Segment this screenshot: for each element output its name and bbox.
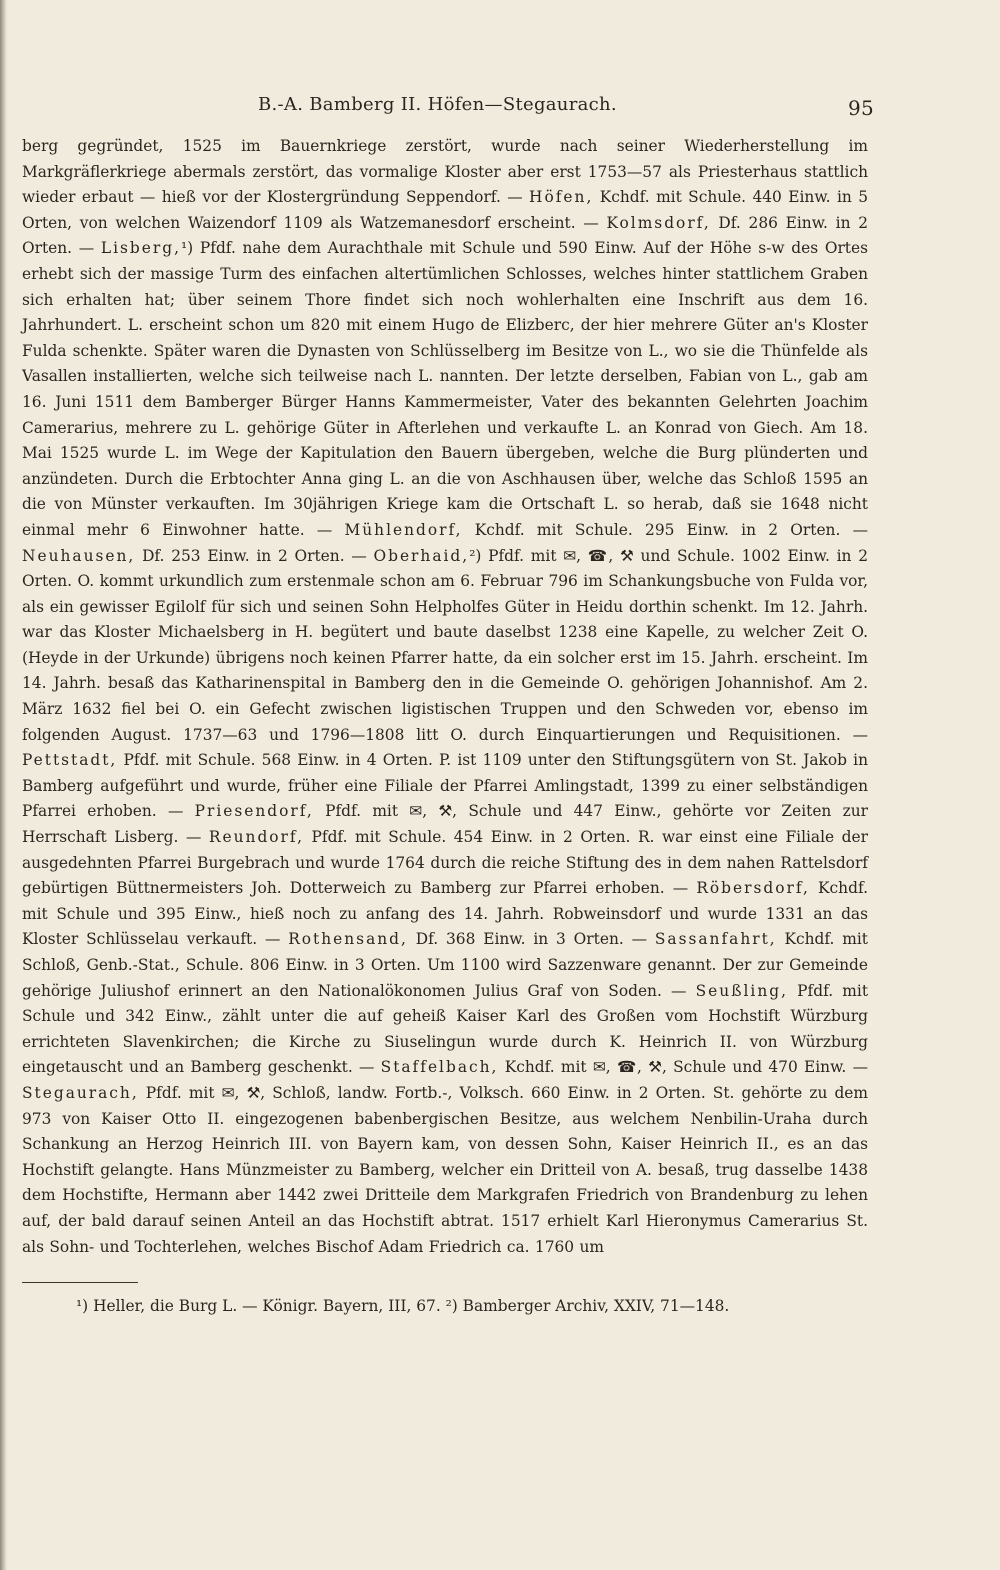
header-title: B.-A. Bamberg II. Höfen—Stegaurach.: [258, 94, 617, 115]
body-paragraph: [22, 134, 868, 1260]
text-segment: Pfdf. mit ✉, ⚒, Schule und 447 Einw., gehörte vor Zeiten zur Herrschaft Lisberg. —: [22, 802, 869, 847]
body-text: [22, 134, 868, 1260]
place-name-pettstadt: Pettstadt,: [22, 751, 118, 770]
text-segment: berg gegründet, 1525 im Bauernkriege zerstört, wurde nach seiner Wiederherstellung im Markgräflerkriege abermals zerstört, das vormalige Kloster aber erst 1753—57 als Priesterhaus stattlich wieder erbaut — hieß vor der Klostergründung Seppendorf. —: [22, 137, 868, 207]
place-name-seussling: Seußling,: [695, 981, 788, 1000]
text-segment: Pfdf. mit Schule und 342 Einw., zählt unter die auf geheiß Kaiser Karl des Großen vom Hochstift Würzburg errichteten Slavenkirchen; die Kirche zu Siuselingun wurde durch K. Heinrich II. von Würzburg eingetauscht und an Bamberg geschenkt. —: [22, 981, 868, 1077]
place-name-priesendorf: Priesendorf,: [194, 802, 314, 821]
text-segment: Kchdf. mit Schule. 440 Einw. in 5 Orten, von welchen Waizendorf 1109 als Watzemanesdorf erscheint. —: [22, 188, 868, 232]
place-name-reundorf: Reundorf,: [208, 828, 304, 847]
text-segment: ¹) Pfdf. nahe dem Aurachthale mit Schule und 590 Einw. Auf der Höhe s-w des Ortes erhebt sich der massige Turm des einfachen altertümlichen Schlosses, welches hinter stattlichem Graben sich erhalten hat; über seinem Thore findet sich noch wohlerhalten eine Inschrift aus dem 16. Jahrhundert. L. erscheint schon um 820 mit einem Hugo de Elizberc, der hier mehrere Güter an's Kloster Fulda schenkte. Später waren die Dynasten von Schlüsselberg im Besitze von L., wo sie die Thünfelde als Vasallen installierten, welche sich teilweise nach L. nannten. Der letzte derselben, Fabian von L., gab am 16. Juni 1511 dem Bamberger Bürger Hanns Kammermeister, Vater des bekannten Gelehrten Joachim Camerarius, mehrere zu L. gehörige Güter in Afterlehen und verkaufte L. an Konrad von Giech. Am 18. Mai 1525 wurde L. im Wege der Kapitulation den Bauern übergeben, welche die Burg plünderten und anzündeten. Durch die Erbtochter Anna ging L. an die von Aschhausen über, welche das Schloß 1595 an die von Münster verkauften. Im 30jährigen Kriege kam die Ortschaft L. so herab, daß sie 1648 nicht einmal mehr 6 Einwohner hatte. —: [22, 239, 868, 539]
footnotes: [22, 1295, 868, 1317]
text-segment: ²) Pfdf. mit ✉, ☎, ⚒ und Schule. 1002 Einw. in 2 Orten. O. kommt urkundlich zum erstenmale schon am 6. Februar 796 im Schankungsbuche von Fulda vor, als ein gewisser Egilolf für sich und seinen Sohn Helpholfes Güter in Heidu dorthin schenkt. Im 12. Jahrh. war das Kloster Michaelsberg in H. begütert und baute daselbst 1238 eine Kapelle, zu welcher Zeit O. (Heyde in der Urkunde) übrigens noch keinen Pfarrer hatte, da ein solcher erst im 15. Jahrh. erscheint. Im 14. Jahrh. besaß das Katharinenspital in Bamberg den in die Gemeinde O. gehörigen Johannishof. Am 2. März 1632 fiel bei O. ein Gefecht zwischen ligistischen Truppen und den Schweden vor, ebenso im folgenden August. 1737—63 und 1796—1808 litt O. durch Einquartierungen und Requisitionen. —: [22, 546, 868, 744]
place-name-stegaurach: Stegaurach,: [22, 1083, 139, 1102]
text-segment: Df. 368 Einw. in 3 Orten. —: [407, 930, 655, 949]
footnote-text: ¹) Heller, die Burg L. — Königr. Bayern, III, 67. ²) Bamberger Archiv, XXIV, 71—148.: [76, 1297, 730, 1316]
footnote-rule: [22, 1282, 138, 1283]
text-segment: Kchdf. mit Schule und 395 Einw., hieß noch zu anfang des 14. Jahrh. Robweinsdorf und wurde 1331 an das Kloster Schlüsselau verkauft. —: [22, 879, 868, 949]
text-segment: Pfdf. mit ✉, ⚒, Schloß, landw. Fortb.-, Volksch. 660 Einw. in 2 Orten. St. gehörte zu dem 973 von Kaiser Otto II. eingezogenen babenbergischen Besitze, aus welchem Nenbilin-Uraha durch Schankung an Herzog Heinrich III. von Bayern kam, von dessen Sohn, Kaiser Heinrich II., es an das Hochstift gelangte. Hans Münzmeister zu Bamberg, welcher ein Dritteil von A. besaß, trug dasselbe 1438 dem Hochstifte, Hermann aber 1442 zwei Dritteile dem Markgrafen Friedrich von Brandenburg zu lehen auf, der bald darauf seinen Anteil an das Hochstift abtrat. 1517 erhielt Karl Hieronymus Camerarius St. als Sohn- und Tochterlehen, welches Bischof Adam Friedrich ca. 1760 um: [22, 1083, 868, 1256]
place-name-roebersdorf: Röbersdorf,: [696, 879, 810, 898]
text-segment: Kchdf. mit ✉, ☎, ⚒, Schule und 470 Einw. —: [498, 1058, 868, 1077]
place-name-oberhaid: Oberhaid,: [373, 546, 470, 565]
text-segment: Kchdf. mit Schloß, Genb.-Stat., Schule. 806 Einw. in 3 Orten. Um 1100 wird Sazzenware genannt. Der zur Gemeinde gehörige Juliushof erinnert an den Nationalökonomen Julius Graf von Soden. —: [22, 930, 868, 1000]
place-name-muehlendorf: Mühlendorf,: [344, 520, 463, 539]
document-page: [22, 88, 874, 1317]
page-binding-edge: [0, 0, 7, 1570]
text-segment: Kchdf. mit Schule. 295 Einw. in 2 Orten. —: [462, 520, 868, 539]
place-name-sassanfahrt: Sassanfahrt,: [654, 930, 777, 949]
place-name-staffelbach: Staffelbach,: [380, 1058, 499, 1077]
text-segment: Df. 286 Einw. in 2 Orten. —: [22, 213, 868, 258]
place-name-hoefen: Höfen,: [529, 188, 594, 207]
running-header: [22, 88, 874, 128]
page-number: 95: [847, 96, 874, 120]
text-segment: Df. 253 Einw. in 2 Orten. —: [135, 546, 374, 565]
place-name-neuhausen: Neuhausen,: [22, 546, 136, 565]
place-name-rothensand: Rothensand,: [288, 930, 408, 949]
place-name-kolmsdorf: Kolmsdorf,: [606, 213, 711, 232]
place-name-lisberg: Lisberg,: [100, 239, 181, 258]
text-segment: Pfdf. mit Schule. 454 Einw. in 2 Orten. R. war einst eine Filiale der ausgedehnten Pfarrei Burgebrach und wurde 1764 durch die reiche Stiftung des in dem nahen Rattelsdorf gebürtigen Büttnermeisters Joh. Dotterweich zu Bamberg zur Pfarrei erhoben. —: [22, 828, 868, 898]
text-segment: Pfdf. mit Schule. 568 Einw. in 4 Orten. P. ist 1109 unter den Stiftungsgütern von St. Jakob in Bamberg aufgeführt und wurde, früher eine Filiale der Pfarrei Amlingstadt, 1399 zu einer selbständigen Pfarrei erhoben. —: [22, 751, 868, 821]
